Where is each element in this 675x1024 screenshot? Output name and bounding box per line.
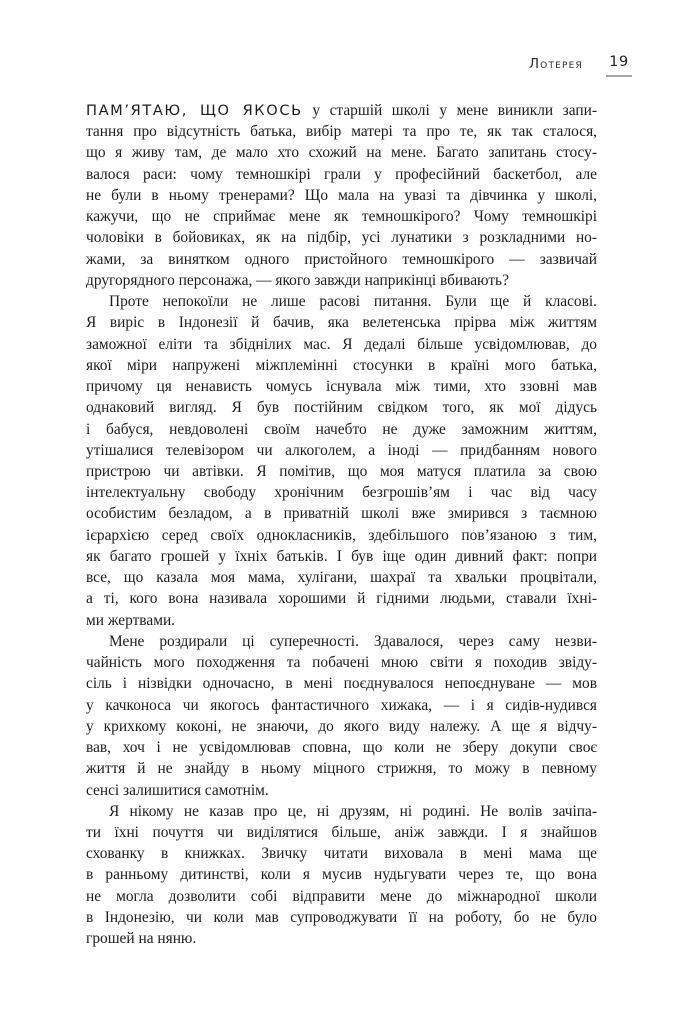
text-line: якої міри напружені міжплемінні стосунки в країні мого батька, bbox=[86, 356, 597, 374]
text-line: жами, за винятком одного пристойного темношкірого — зазвичай bbox=[86, 250, 597, 268]
text-line: все, що казала моя мама, хулігани, шахраї та хвальки процвітали, bbox=[86, 569, 597, 587]
page-number: 19 bbox=[609, 54, 629, 70]
text-line: в ранньому дитинстві, коли я мусив нудьгувати через те, що вона bbox=[86, 866, 597, 884]
text-line: не були в ньому тренерами? Що мала на увазі та дівчинка у школі, bbox=[86, 186, 597, 204]
text-line: ієрархією серед своїх однокласників, здебільшого пов’язаною з тим, bbox=[86, 526, 597, 544]
text-line: заможної еліти та збіднілих мас. Я дедалі більше усвідомлював, до bbox=[86, 335, 597, 353]
text-line: тання про відсутність батька, вибір матері та про те, як так сталося, bbox=[86, 123, 597, 141]
text-line: не могла дозволити собі відправити мене до міжнародної школи bbox=[86, 887, 597, 905]
text-line: вав, хоч і не усвідомлював сповна, що коли не зберу докупи своє bbox=[86, 739, 597, 757]
text-line: схованку в книжках. Звичку читати виховала в мені мама ще bbox=[86, 845, 597, 863]
text-line: грошей на няню. bbox=[86, 930, 197, 948]
text-line: причому ця ненависть чомусь існувала між тими, хто ззовні мав bbox=[86, 378, 597, 396]
text-line: другорядного персонажа, — якого завжди наприкінці вбивають? bbox=[86, 271, 509, 289]
text-line: ми жертвами. bbox=[86, 611, 176, 629]
text-line: сенсі залишитися самотнім. bbox=[86, 781, 269, 799]
text-line: у крихкому коконі, не знаючи, до якого виду належу. А ще я відчу- bbox=[86, 717, 597, 735]
text-line: і бабуся, невдоволені своїм начебто не дуже заможним життям, bbox=[86, 420, 597, 438]
text-line: сіль і нізвідки одночасно, в мені поєднувалося непоєднуване — мов bbox=[86, 675, 597, 693]
text-line: Мене роздирали ці суперечності. Здавалося, через саму незви- bbox=[109, 632, 597, 650]
text-line: в Індонезію, чи коли мав супроводжувати її на роботу, бо не було bbox=[86, 908, 597, 926]
text-line: ти їхні почуття чи виділятися більше, аніж завжди. І я знайшов bbox=[86, 823, 597, 841]
page-number-underline bbox=[606, 75, 632, 77]
text-line: чоловіки в бойовиках, як на підбір, усі лунатики з розкладними но- bbox=[86, 229, 597, 247]
chapter-title: Лотерея bbox=[528, 56, 583, 72]
paragraph bbox=[86, 100, 597, 291]
running-head bbox=[86, 54, 632, 77]
paragraph-lead-caps: ПАМ’ЯТАЮ, ЩО ЯКОСЬ bbox=[86, 102, 303, 119]
text-line: інтелектуальну свободу хронічним безгрошів’ям і час від часу bbox=[86, 484, 597, 502]
text-line: життя й не знайду в ньому міцного стрижня, то можу в певному bbox=[86, 760, 597, 778]
page-number-block bbox=[606, 54, 632, 77]
text-line: що я живу там, де мало хто схожий на мене. Багато запитань стосу- bbox=[86, 144, 597, 162]
text-line: ПАМ’ЯТАЮ, ЩО ЯКОСЬ у старшій школі у мене виникли запи- bbox=[86, 102, 597, 119]
paragraph bbox=[86, 801, 597, 950]
text-line: у качконоса чи якогось фантастичного хижака, — і я сидів-нудився bbox=[86, 696, 597, 714]
text-line: а ті, кого вона називала хорошими й гідними людьми, ставали їхні- bbox=[86, 590, 597, 608]
text-line: пристрою чи автівки. Я помітив, що моя матуся платила за свою bbox=[86, 462, 597, 480]
text-line: особистим безладом, а в приватній школі вже змирився з таємною bbox=[86, 505, 597, 523]
page-body bbox=[86, 100, 597, 949]
paragraph bbox=[86, 291, 597, 631]
text-line: чайність мого походження та побачені мною світи я походив звіду- bbox=[86, 654, 597, 672]
text-line: Я нікому не казав про це, ні друзям, ні родині. Не волів зачіпа- bbox=[109, 802, 597, 820]
paragraph bbox=[86, 631, 597, 801]
text-line: кажучи, що не сприймає мене як темношкірого? Чому темношкірі bbox=[86, 208, 597, 226]
text-line: утішалися телевізором чи алкоголем, а іноді — придбанням нового bbox=[86, 441, 597, 459]
text-line: як багато грошей у їхніх батьків. І був іще один дивний факт: попри bbox=[86, 547, 597, 565]
text-line: Проте непокоїли не лише расові питання. Були ще й класові. bbox=[109, 293, 597, 311]
text-line: Я виріс в Індонезії й бачив, яка велетенська прірва між життям bbox=[86, 314, 597, 332]
text-line: однаковий вигляд. Я був постійним свідком того, як мої дідусь bbox=[86, 399, 597, 417]
text-line: валося раси: чому темношкірі грали у професійний баскетбол, але bbox=[86, 165, 597, 183]
